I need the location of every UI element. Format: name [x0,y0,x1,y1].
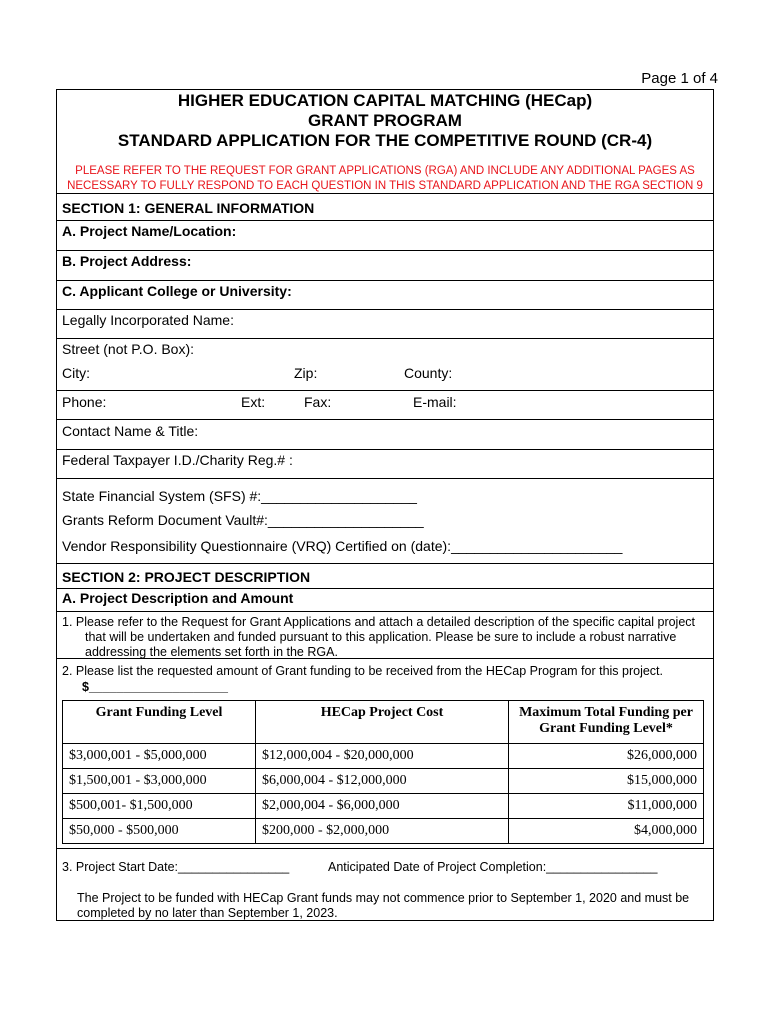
section1-title: SECTION 1: GENERAL INFORMATION [62,200,315,216]
divider [56,309,714,310]
red-notice [56,164,714,194]
item1-line2: that will be undertaken and funded pursuant to this application. Please be sure to include a robust narrative [85,630,677,644]
divider [56,848,714,849]
applicant-label: C. Applicant College or University: [62,283,292,299]
cell-level: $50,000 - $500,000 [63,819,256,844]
notice-line2: NECESSARY TO FULLY RESPOND TO EACH QUESTION IN THIS STANDARD APPLICATION AND THE RGA SECTION 9 [67,180,703,192]
divider [56,419,714,420]
divider [56,390,714,391]
item1-line1: 1. Please refer to the Request for Grant Applications and attach a detailed description of the specific capital project [62,615,696,629]
col-header-cost: HECap Project Cost [256,701,509,744]
form-header [56,89,714,151]
county-label: County: [404,365,453,381]
email-label: E-mail: [413,394,457,410]
col-header-level: Grant Funding Level [63,701,256,744]
table-row [63,819,704,844]
zip-label: Zip: [294,365,318,381]
item2-text: 2. Please list the requested amount of Grant funding to be received from the HECap Program for this project. [62,664,664,678]
cell-max: $15,000,000 [509,769,704,794]
vrq-field: Vendor Responsibility Questionnaire (VRQ) Certified on (date):______________________ [62,538,623,554]
table-row [63,769,704,794]
note-line2: completed by no later than September 1, 2023. [77,906,338,920]
divider [56,220,714,221]
item1-line3: addressing the elements set forth in the RGA. [85,645,338,659]
divider [56,611,714,612]
city-label: City: [62,365,90,381]
divider [56,280,714,281]
project-name-label: A. Project Name/Location: [62,223,237,239]
cell-cost: $12,000,004 - $20,000,000 [256,744,509,769]
grant-funding-table [62,700,704,844]
divider [56,588,714,589]
cell-cost: $6,000,004 - $12,000,000 [256,769,509,794]
section2-title: SECTION 2: PROJECT DESCRIPTION [62,569,311,585]
divider [56,193,714,194]
ext-label: Ext: [241,394,266,410]
table-header-row [63,701,704,744]
divider [56,250,714,251]
header-title-line2: GRANT PROGRAM [308,111,462,130]
note-line1: The Project to be funded with HECap Grant funds may not commence prior to September 1, 2020 and must be [77,891,690,905]
divider [56,563,714,564]
divider [56,478,714,479]
amount-blank: $____________________ [82,680,228,694]
cell-max: $11,000,000 [509,794,704,819]
header-title-line1: HIGHER EDUCATION CAPITAL MATCHING (HECap) [177,91,593,110]
cell-cost: $200,000 - $2,000,000 [256,819,509,844]
table-row [63,744,704,769]
col-header-max: Maximum Total Funding per Grant Funding Level* [509,701,704,744]
vault-field: Grants Reform Document Vault#:____________________ [62,512,424,528]
cell-max: $4,000,000 [509,819,704,844]
legal-name-label: Legally Incorporated Name: [62,312,234,328]
header-title-line3: STANDARD APPLICATION FOR THE COMPETITIVE ROUND (CR-4) [117,131,653,150]
contact-label: Contact Name & Title: [62,423,199,439]
notice-line1: PLEASE REFER TO THE REQUEST FOR GRANT APPLICATIONS (RGA) AND INCLUDE ANY ADDITIONAL PAGES AS [75,165,695,177]
cell-cost: $2,000,004 - $6,000,000 [256,794,509,819]
page-number: Page 1 of 4 [641,70,718,87]
sfs-field: State Financial System (SFS) #:____________________ [62,488,417,504]
cell-level: $500,001- $1,500,000 [63,794,256,819]
project-completion-date: Anticipated Date of Project Completion:________________ [328,860,658,874]
fax-label: Fax: [304,394,332,410]
project-address-label: B. Project Address: [62,253,192,269]
phone-label: Phone: [62,394,107,410]
divider [56,338,714,339]
table-row [63,794,704,819]
cell-level: $1,500,001 - $3,000,000 [63,769,256,794]
divider [56,449,714,450]
cell-level: $3,000,001 - $5,000,000 [63,744,256,769]
project-start-date: 3. Project Start Date:________________ [62,860,290,874]
taxpayer-label: Federal Taxpayer I.D./Charity Reg.# : [62,452,293,468]
cell-max: $26,000,000 [509,744,704,769]
project-description-label: A. Project Description and Amount [62,590,294,606]
street-label: Street (not P.O. Box): [62,341,195,357]
